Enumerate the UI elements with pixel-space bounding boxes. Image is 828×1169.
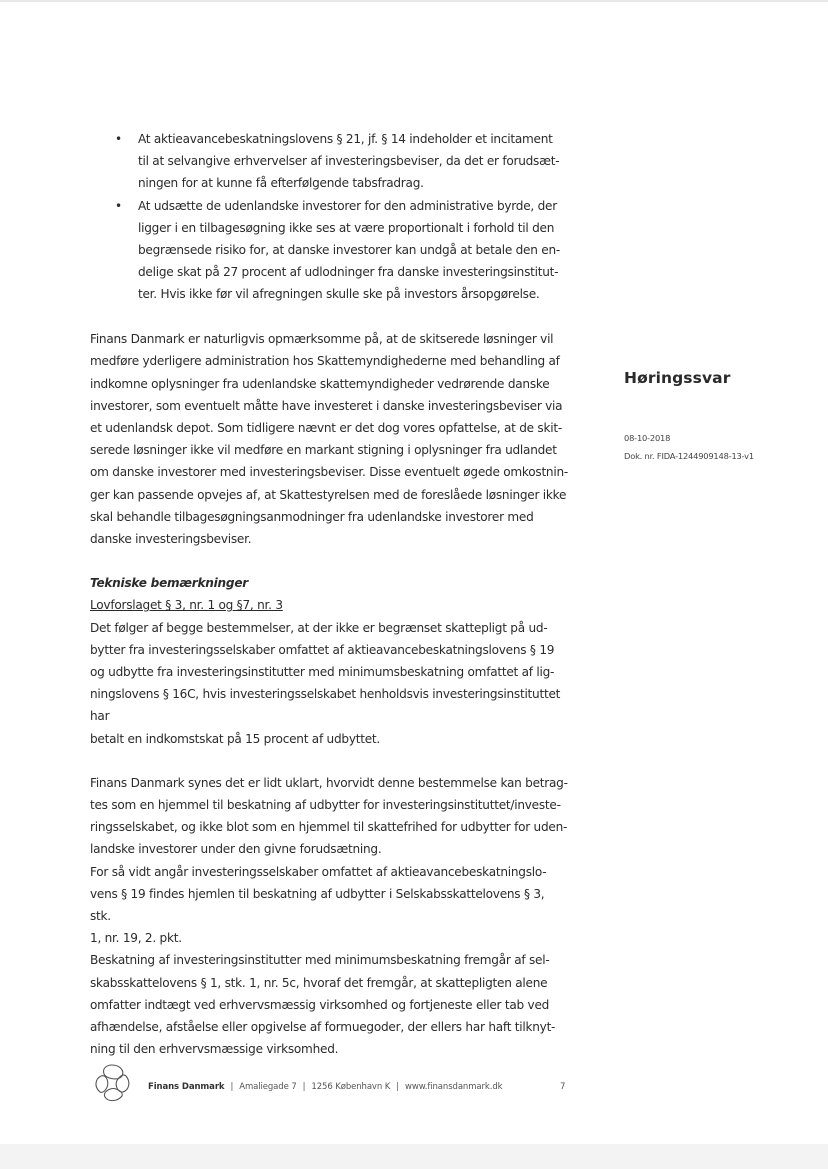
page-footer: [92, 1062, 592, 1110]
text-line: landske investorer under den givne forudsætning.: [90, 842, 382, 857]
footer-separator: |: [230, 1082, 234, 1092]
top-edge: [0, 0, 828, 2]
text-line: At aktieavancebeskatningslovens § 21, jf. § 14 indeholder et incitament: [138, 132, 553, 146]
text-line: Det følger af begge bestemmelser, at der ikke er begrænset skattepligt på ud-: [90, 620, 548, 635]
text-line: delige skat på 27 procent af udlodninger fra danske investeringsinstitut-: [138, 265, 559, 280]
text-line: ning til den erhvervsmæssige virksomhed.: [90, 1042, 339, 1057]
text-line: indkomne oplysninger fra udenlandske skattemyndigheder vedrørende danske: [90, 376, 550, 391]
footer-address: [148, 1082, 502, 1092]
footer-city: 1256 København K: [311, 1082, 391, 1092]
text-line: ger kan passende opvejes af, at Skattestyrelsen med de foreslåede løsninger ikke: [90, 487, 567, 502]
text-line: investorer, som eventuelt måtte have investeret i danske investeringsbeviser via: [90, 398, 563, 413]
section-subheading: Lovforslaget § 3, nr. 1 og §7, nr. 3: [90, 598, 283, 613]
paragraph: [90, 328, 568, 550]
text-line: omfatter indtægt ved erhvervsmæssig virksomhed og fortjeneste eller tab ved: [90, 997, 550, 1012]
section-heading: Tekniske bemærkninger: [90, 576, 248, 591]
bullet-item: [90, 195, 568, 306]
text-line: afhændelse, afståelse eller opgivelse af formuegoder, der ellers har haft tilknyt-: [90, 1020, 556, 1035]
text-line: betalt en indkomstskat på 15 procent af udbyttet.: [90, 731, 380, 746]
footer-street: Amaliegade 7: [239, 1082, 297, 1092]
text-line: til at selvangive erhvervelser af investeringsbeviser, da det er forudsæt-: [138, 154, 560, 169]
text-line: skabsskattelovens § 1, stk. 1, nr. 5c, hvoraf det fremgår, at skattepligten alene: [90, 975, 548, 990]
bottom-edge: [0, 1144, 828, 1169]
main-content: [90, 128, 568, 1060]
text-line: Beskatning af investeringsinstitutter med minimumsbeskatning fremgår af sel-: [90, 953, 550, 968]
text-line: vens § 19 findes hjemlen til beskatning af udbytter i Selskabsskattelovens § 3, stk.: [90, 886, 545, 923]
text-line: 1, nr. 19, 2. pkt.: [90, 931, 182, 946]
bullet-dot: •: [115, 198, 122, 213]
bullet-item: [90, 128, 568, 195]
paragraph: [90, 772, 568, 1061]
text-line: At udsætte de udenlandske investorer for den administrative byrde, der: [138, 198, 557, 213]
text-line: et udenlandsk depot. Som tidligere nævnt er det dog vores opfattelse, at de skit-: [90, 420, 562, 435]
text-line: Finans Danmark synes det er lidt uklart, hvorvidt denne bestemmelse kan betrag-: [90, 775, 568, 790]
text-line: og udbytte fra investeringsinstitutter med minimumsbeskatning omfattet af lig-: [90, 664, 555, 679]
sidebar-meta: [624, 369, 814, 465]
finans-danmark-logo: [92, 1062, 132, 1104]
text-line: danske investeringsbeviser.: [90, 531, 252, 546]
text-line: For så vidt angår investeringsselskaber omfattet af aktieavancebeskatningslo-: [90, 864, 547, 879]
footer-separator: |: [396, 1082, 399, 1092]
text-line: ringsselskabet, og ikke blot som en hjemmel til skattefrihed for udbytter for uden-: [90, 820, 568, 835]
footer-website[interactable]: www.finansdanmark.dk: [404, 1082, 503, 1092]
footer-separator: |: [302, 1082, 306, 1092]
document-date: 08-10-2018: [624, 433, 671, 443]
text-line: tes som en hjemmel til beskatning af udbytter for investeringsinstituttet/investe-: [90, 797, 561, 812]
text-line: ligger i en tilbagesøgning ikke ses at være proportionalt i forhold til den: [138, 220, 555, 235]
text-line: serede løsninger ikke vil medføre en markant stigning i oplysninger fra udlandet: [90, 443, 557, 458]
text-line: Finans Danmark er naturligvis opmærksomme på, at de skitserede løsninger vil: [90, 332, 554, 347]
bullet-dot: •: [115, 132, 122, 146]
text-line: skal behandle tilbagesøgningsanmodninger fra udenlandske investorer med: [90, 509, 534, 524]
footer-org: Finans Danmark: [148, 1082, 225, 1092]
paragraph: [90, 617, 568, 750]
text-line: om danske investorer med investeringsbeviser. Disse eventuelt øgede omkostnin-: [90, 465, 568, 480]
document-number: Dok. nr. FIDA-1244909148-13-v1: [624, 451, 754, 461]
text-line: ningen for at kunne få efterfølgende tabsfradrag.: [138, 176, 424, 191]
page-number: 7: [560, 1082, 566, 1092]
text-line: ningslovens § 16C, hvis investeringsselskabet henholdsvis investeringsinstituttet har: [90, 687, 561, 724]
text-line: medføre yderligere administration hos Skattemyndighederne med behandling af: [90, 354, 560, 369]
document-type-title: Høringssvar: [624, 369, 731, 387]
text-line: ter. Hvis ikke før vil afregningen skulle ske på investors årsopgørelse.: [138, 287, 540, 302]
text-line: bytter fra investeringsselskaber omfattet af aktieavancebeskatningslovens § 19: [90, 642, 555, 657]
document-meta: [624, 429, 814, 465]
bullet-list: [90, 128, 568, 306]
text-line: begrænsede risiko for, at danske investorer kan undgå at betale den en-: [138, 243, 560, 258]
